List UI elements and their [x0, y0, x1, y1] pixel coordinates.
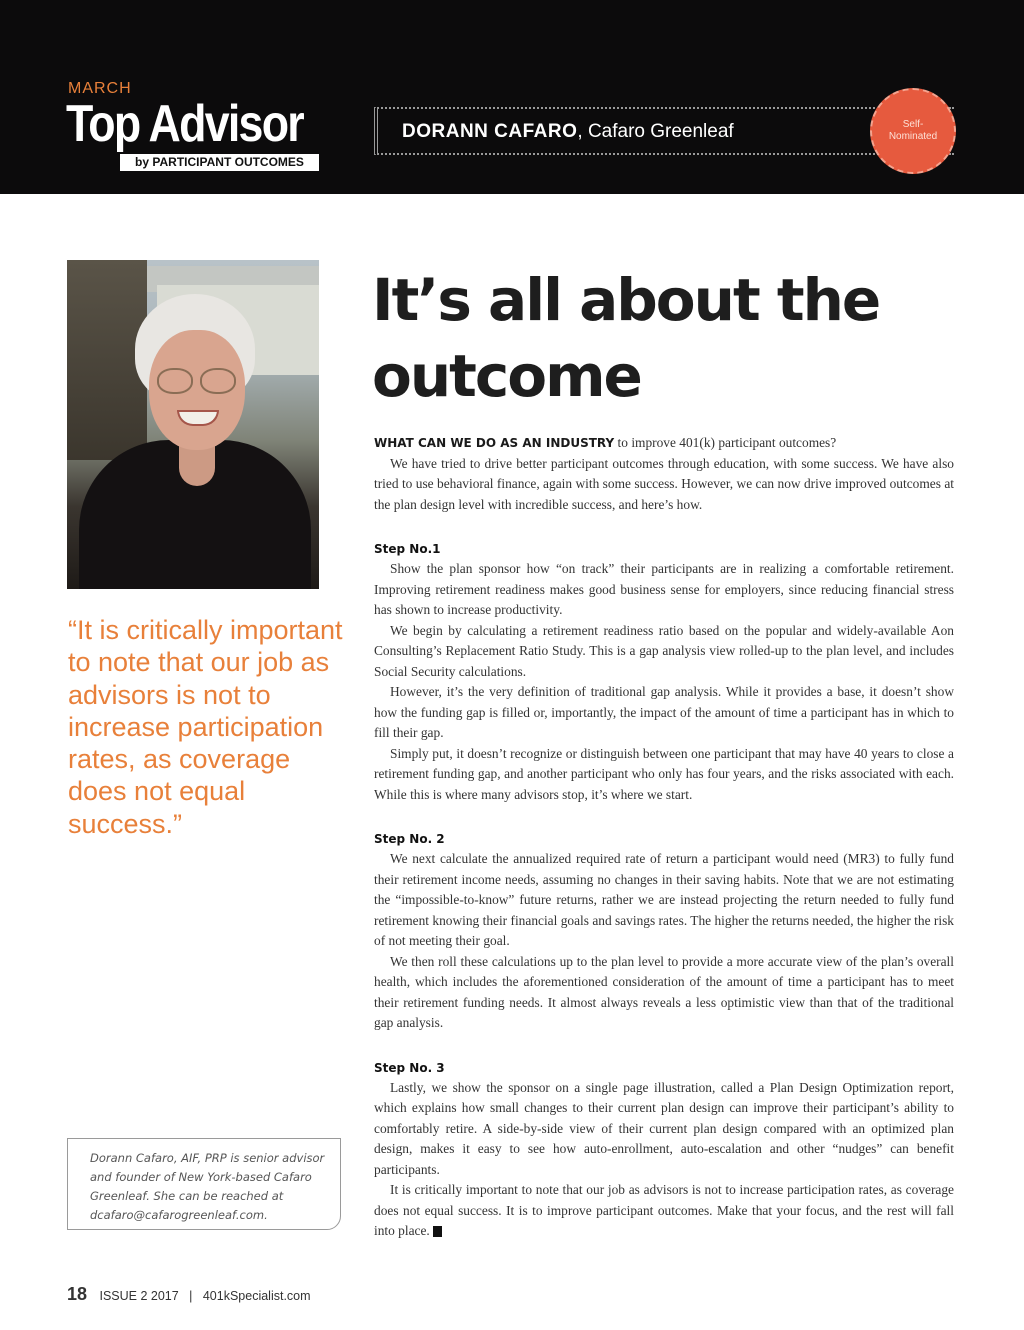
- pull-quote: “It is critically important to note that our job as advisors is not to increase participation rates, as coverage does not equal success.”: [68, 615, 343, 839]
- intro-paragraph: We have tried to drive better participant outcomes through education, with some success. We have also tried to use behavioral finance, again with some success. However, we can now drive improved outcomes at the plan design level with incredible success, and here’s how.: [374, 455, 954, 512]
- page-footer: [67, 1284, 311, 1305]
- article-headline: It’s all about the outcome: [372, 266, 880, 410]
- header-month: MARCH: [68, 80, 132, 97]
- step-1-paragraph: Show the plan sponsor how “on track” their participants are in realizing a comfortable retirement. Improving retirement readiness makes good business sense for employers, since reducing financial stress has shown to increase productivity.: [374, 561, 954, 617]
- portrait-photo: [67, 260, 319, 589]
- lead-rest: to improve 401(k) participant outcomes?: [614, 435, 837, 450]
- site-link[interactable]: 401kSpecialist.com: [202, 1289, 311, 1303]
- advisor-firm: , Cafaro Greenleaf: [577, 121, 734, 142]
- header-subtitle: by PARTICIPANT OUTCOMES: [120, 154, 319, 171]
- step-2-paragraph: We then roll these calculations up to the plan level to provide a more accurate view of the plan’s overall health, which includes the aforementioned consideration of the amount of time a participant has to meet their retirement funding needs. It almost always reveals a less optimistic view than that of the traditional gap analysis.: [374, 953, 954, 1030]
- photo-glasses-left: [157, 368, 193, 394]
- self-nominated-badge: Self-Nominated: [870, 88, 956, 174]
- step-1-paragraph: However, it’s the very definition of traditional gap analysis. While it provides a base, it doesn’t show how the funding gap is filled or, importantly, the impact of the amount of time a participant has in which to fill their gap.: [374, 684, 954, 740]
- advisor-name: [402, 121, 734, 143]
- page-header: [0, 0, 1024, 194]
- lead-caps: WHAT CAN WE DO AS AN INDUSTRY: [374, 436, 615, 450]
- advisor-name-bar: [374, 107, 954, 155]
- step-1-paragraph: Simply put, it doesn’t recognize or distinguish between one participant that may have 40 years to close a retirement funding gap, and another participant who only has four years, and the risks associated with each. While this is where many advisors stop, it’s where we start.: [374, 745, 954, 802]
- final-text: It is critically important to note that our job as advisors is not to increase participation rates, as coverage does not equal success. It is to improve participant outcomes. Make that your focus, and the rest will fall into place.: [374, 1182, 954, 1238]
- lead-paragraph: [374, 433, 954, 454]
- step-2-heading: Step No. 2: [374, 832, 445, 846]
- step-3-heading: Step No. 3: [374, 1060, 445, 1075]
- header-title: Top Advisor: [66, 95, 303, 153]
- end-mark-icon: K: [433, 1226, 442, 1237]
- footer-separator: |: [189, 1289, 193, 1303]
- step-1-heading: Step No.1: [374, 542, 441, 556]
- step-3-paragraph-final: [374, 1180, 954, 1242]
- step-3-paragraph: Lastly, we show the sponsor on a single page illustration, called a Plan Design Optimization report, which explains how small changes to their current plan design can improve their participant’s ability to comfortably retire. A side-by-side view of their current plan design compared with an optimized plan design, makes it easy to see how auto-enrollment, auto-escalation and other “nudges” can benefit participants.: [374, 1079, 954, 1177]
- article-body: [374, 433, 954, 1242]
- author-bio: Dorann Cafaro, AIF, PRP is senior advisor and founder of New York-based Cafaro Greenleaf. She can be reached at dcafaro@cafarogreenleaf.com.: [67, 1138, 341, 1230]
- photo-glasses-right: [200, 368, 236, 394]
- issue-label: ISSUE 2 2017: [99, 1289, 179, 1303]
- step-2-paragraph: We next calculate the annualized required rate of return a participant would need (MR3) to fully fund their retirement income needs, assuming no changes in their saving habits. Note that we are not estimating the “impossible-to-know” future returns, rather we are instead projecting the return needed to fully fund retirement knowing their financial goals and savings rates. The higher the returns needed, the higher the risk of not meeting their goal.: [374, 851, 954, 948]
- photo-neck: [179, 446, 215, 486]
- step-1-paragraph: We begin by calculating a retirement readiness ratio based on the popular and widely-available Aon Consulting’s Replacement Ratio Study. This is a gap analysis view rolled-up to the plan level, and includes Social Security calculations.: [374, 622, 954, 679]
- page-number: 18: [67, 1284, 88, 1304]
- advisor-name-bold: DORANN CAFARO: [402, 121, 578, 142]
